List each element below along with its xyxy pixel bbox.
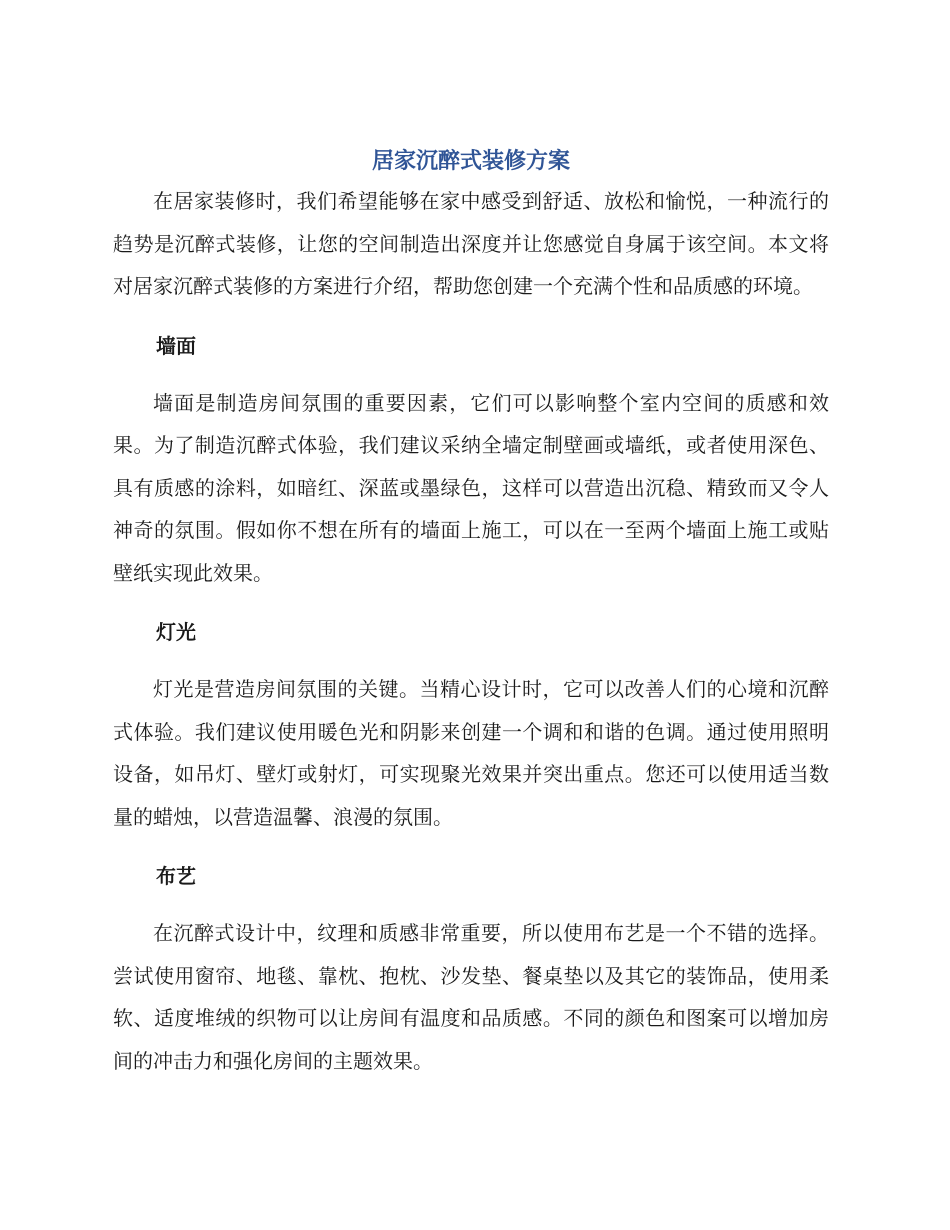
section-heading-walls: 墙面 [156, 333, 196, 358]
section-body-walls: 墙面是制造房间氛围的重要因素，它们可以影响整个室内空间的质感和效果。为了制造沉醉式体验，我们建议采纳全墙定制壁画或墙纸，或者使用深色、具有质感的涂料，如暗红、深蓝或墨绿色，这样可以营造出沉稳、精致而又令人神奇的氛围。假如你不想在所有的墙面上施工，可以在一至两个墙面上施工或贴壁纸实现此效果。 [113, 390, 829, 585]
intro-paragraph: 在居家装修时，我们希望能够在家中感受到舒适、放松和愉悦，一种流行的趋势是沉醉式装修，让您的空间制造出深度并让您感觉自身属于该空间。本文将对居家沉醉式装修的方案进行介绍，帮助您创建一个充满个性和品质感的环境。 [113, 189, 829, 298]
section-heading-fabrics: 布艺 [156, 864, 196, 888]
section-heading-lighting: 灯光 [156, 620, 196, 644]
document-page [113, 142, 829, 1082]
section-body-lighting: 灯光是营造房间氛围的关键。当精心设计时，它可以改善人们的心境和沉醉式体验。我们建议使用暖色光和阴影来创建一个调和和谐的色调。通过使用照明设备，如吊灯、壁灯或射灯，可实现聚光效果并突出重点。您还可以使用适当数量的蜡烛，以营造温馨、浪漫的氛围。 [113, 677, 829, 829]
section-body-fabrics: 在沉醉式设计中，纹理和质感非常重要，所以使用布艺是一个不错的选择。尝试使用窗帘、地毯、靠枕、抱枕、沙发垫、餐桌垫以及其它的装饰品，使用柔软、适度堆绒的织物可以让房间有温度和品质感。不同的颜色和图案可以增加房间的冲击力和强化房间的主题效果。 [113, 921, 829, 1073]
document-title: 居家沉醉式装修方案 [371, 149, 570, 174]
